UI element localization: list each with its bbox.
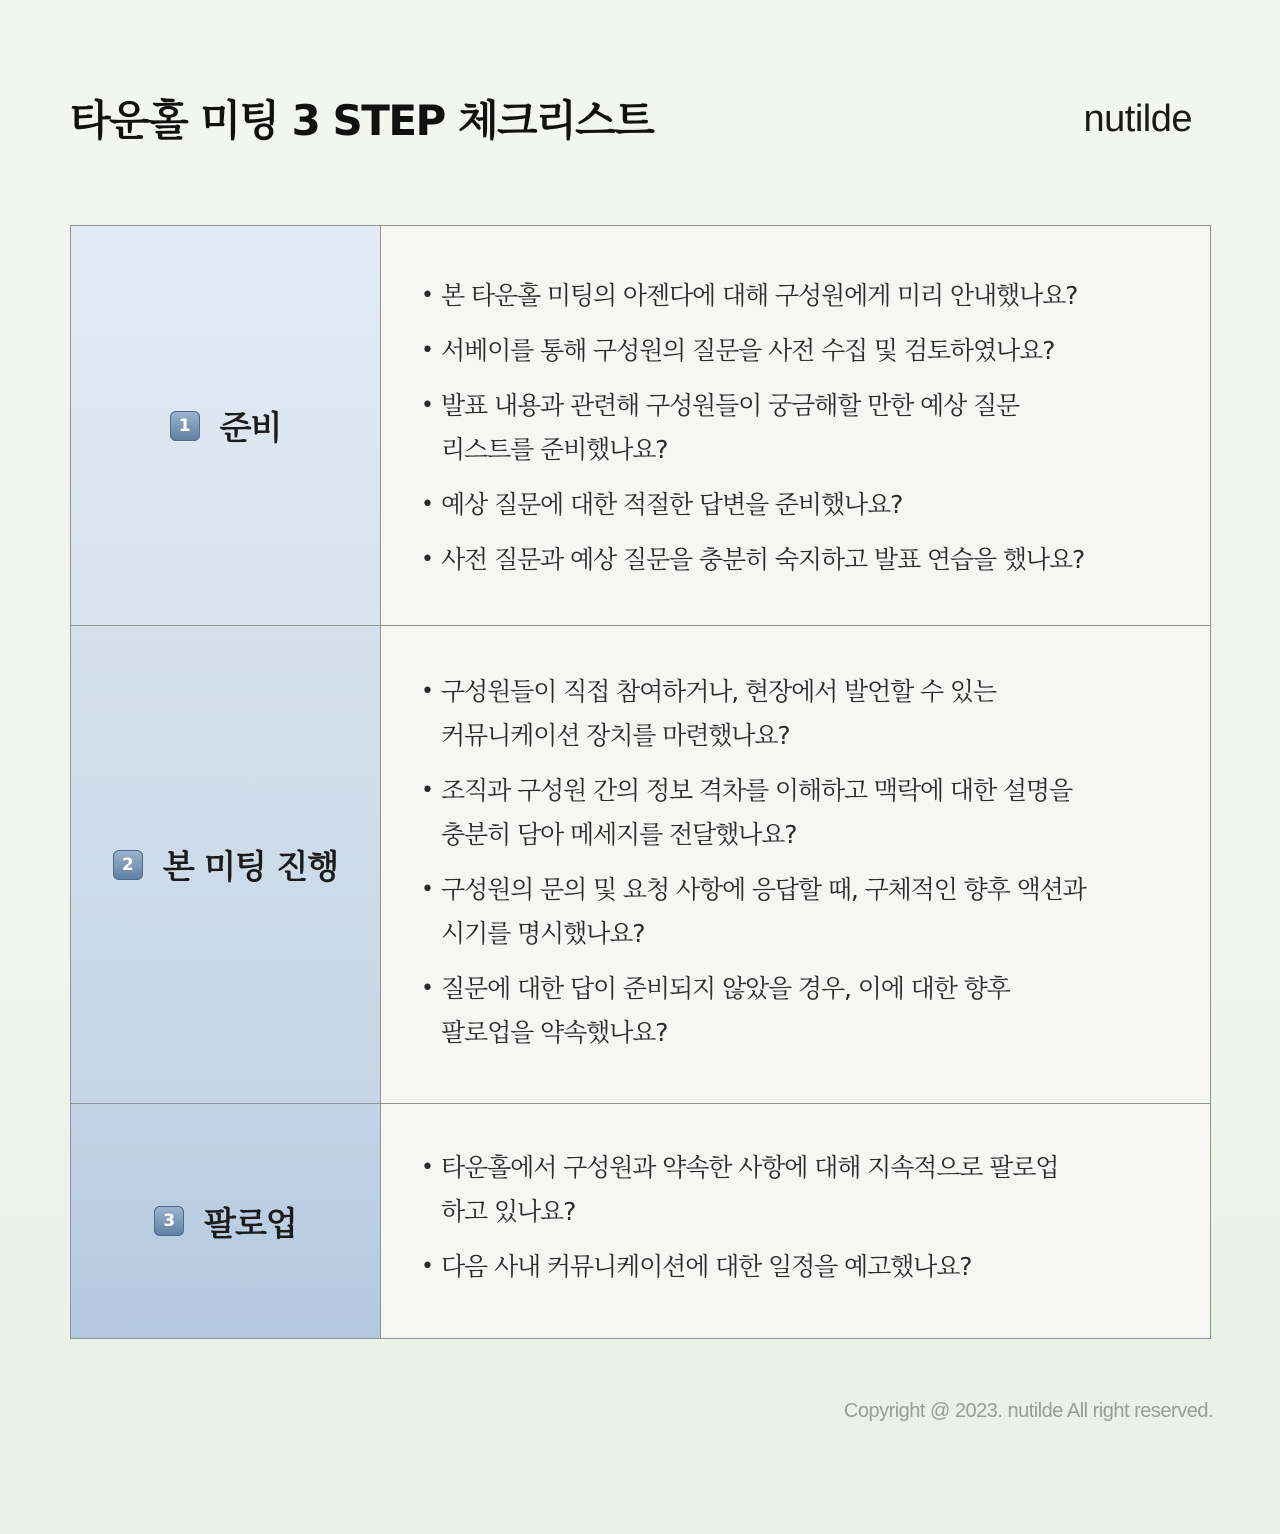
bullet-icon: • xyxy=(421,338,433,363)
checklist-items-cell xyxy=(381,626,1210,1103)
bullet-icon: • xyxy=(421,1254,433,1279)
bullet-icon: • xyxy=(421,679,433,704)
checklist-table xyxy=(70,225,1211,1339)
step-row-preparation xyxy=(71,226,1210,626)
bullet-icon: • xyxy=(421,283,433,308)
checklist-item: • 구성원들이 직접 참여하거나, 현장에서 발언할 수 있는 커뮤니케이션 장치를 마련했나요? xyxy=(419,670,1210,758)
bullet-icon: • xyxy=(421,393,433,418)
checklist-item: • 예상 질문에 대한 적절한 답변을 준비했나요? xyxy=(419,483,1210,527)
brand-logo: nutilde xyxy=(1083,98,1192,140)
bullet-icon: • xyxy=(421,976,433,1001)
copyright-text: Copyright @ 2023. nutilde All right reserved. xyxy=(843,1400,1213,1422)
step-label-cell xyxy=(71,1104,381,1338)
checklist-item: • 서베이를 통해 구성원의 질문을 사전 수집 및 검토하였나요? xyxy=(419,329,1210,373)
step-label-cell xyxy=(71,226,381,625)
checklist-item: • 조직과 구성원 간의 정보 격차를 이해하고 맥락에 대한 설명을 충분히 담아 메세지를 전달했나요? xyxy=(419,769,1210,857)
bullet-icon: • xyxy=(421,877,433,902)
step-number-badge: 1 xyxy=(170,411,200,441)
bullet-icon: • xyxy=(421,1155,433,1180)
checklist-items-cell xyxy=(381,1104,1210,1338)
page-title: 타운홀 미팅 3 STEP 체크리스트 xyxy=(70,96,654,145)
step-row-main-meeting xyxy=(71,626,1210,1104)
step-label: 본 미팅 진행 xyxy=(162,847,339,886)
step-label-cell xyxy=(71,626,381,1103)
checklist-item: • 타운홀에서 구성원과 약속한 사항에 대해 지속적으로 팔로업 하고 있나요? xyxy=(419,1146,1210,1234)
step-number-badge: 2 xyxy=(113,850,143,880)
checklist-item: • 질문에 대한 답이 준비되지 않았을 경우, 이에 대한 향후 팔로업을 약속했나요? xyxy=(419,967,1210,1055)
bullet-icon: • xyxy=(421,547,433,572)
checklist-item: • 본 타운홀 미팅의 아젠다에 대해 구성원에게 미리 안내했나요? xyxy=(419,274,1210,318)
checklist-items-cell xyxy=(381,226,1210,625)
step-row-follow-up xyxy=(71,1104,1210,1338)
bullet-icon: • xyxy=(421,492,433,517)
step-label: 준비 xyxy=(219,408,282,447)
checklist-item: • 발표 내용과 관련해 구성원들이 궁금해할 만한 예상 질문 리스트를 준비했나요? xyxy=(419,384,1210,472)
checklist-item: • 사전 질문과 예상 질문을 충분히 숙지하고 발표 연습을 했나요? xyxy=(419,538,1210,582)
checklist-item: • 구성원의 문의 및 요청 사항에 응답할 때, 구체적인 향후 액션과 시기를 명시했나요? xyxy=(419,868,1210,956)
step-number-badge: 3 xyxy=(154,1206,184,1236)
bullet-icon: • xyxy=(421,778,433,803)
checklist-item: • 다음 사내 커뮤니케이션에 대한 일정을 예고했나요? xyxy=(419,1245,1210,1289)
step-label: 팔로업 xyxy=(204,1203,297,1243)
